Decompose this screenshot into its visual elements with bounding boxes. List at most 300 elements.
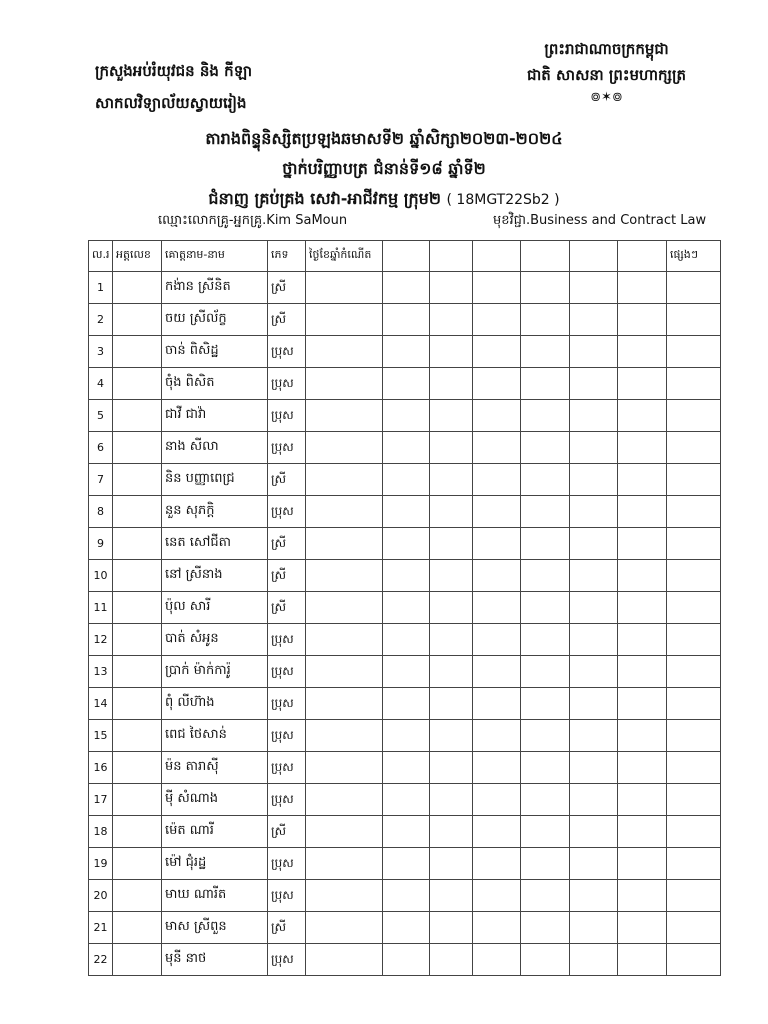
score-cell [570,400,618,432]
score-cell [383,464,430,496]
student-sex: ប្រុស [268,880,306,912]
score-cell [306,656,383,688]
score-cell [521,848,570,880]
column-header: ថ្ងៃខែឆ្នាំកំណើត [306,241,383,272]
score-cell [473,272,521,304]
score-cell [667,624,721,656]
score-cell [473,880,521,912]
score-cell [473,432,521,464]
score-cell [618,752,667,784]
score-cell [430,400,473,432]
score-cell [618,784,667,816]
score-cell [473,496,521,528]
score-cell [667,304,721,336]
score-cell [383,848,430,880]
student-id [113,816,162,848]
score-cell [430,688,473,720]
row-number: 16 [89,752,113,784]
score-cell [383,656,430,688]
score-cell [383,592,430,624]
score-cell [473,784,521,816]
row-number: 20 [89,880,113,912]
score-cell [430,368,473,400]
group-code: ( 18MGT22Sb2 ) [446,192,560,208]
score-cell [430,848,473,880]
column-header [618,241,667,272]
student-sex: ប្រុស [268,400,306,432]
score-cell [667,688,721,720]
score-cell [383,624,430,656]
score-cell [570,880,618,912]
row-number: 15 [89,720,113,752]
score-cell [570,336,618,368]
score-cell [618,880,667,912]
row-number: 1 [89,272,113,304]
score-cell [473,304,521,336]
table-body [89,272,721,976]
score-cell [570,368,618,400]
student-name: នាង សីលា [162,432,268,464]
table-header-row [89,241,721,272]
score-cell [521,496,570,528]
student-sex: ប្រុស [268,336,306,368]
column-header: គោត្តនាម-នាម [162,241,268,272]
score-cell [667,816,721,848]
subject-name: មុខវិជ្ជា.Business and Contract Law [493,213,707,228]
score-cell [521,816,570,848]
student-name: ពុំ លីហ៊ាង [162,688,268,720]
score-cell [618,944,667,976]
score-cell [306,368,383,400]
national-motto: ជាតិ សាសនា ព្រះមហាក្សត្រ [527,66,686,84]
row-number: 3 [89,336,113,368]
student-id [113,912,162,944]
score-cell [521,528,570,560]
score-cell [430,560,473,592]
score-cell [306,720,383,752]
score-cell [521,720,570,752]
column-header [521,241,570,272]
table-row [89,560,721,592]
table-row [89,272,721,304]
student-sex: ប្រុស [268,848,306,880]
score-cell [383,496,430,528]
score-cell [430,592,473,624]
score-cell [306,528,383,560]
score-cell [618,496,667,528]
score-cell [570,912,618,944]
row-number: 6 [89,432,113,464]
score-cell [618,464,667,496]
score-cell [521,304,570,336]
student-id [113,432,162,464]
score-cell [570,688,618,720]
score-cell [306,944,383,976]
student-name: នួន សុភក្តិ [162,496,268,528]
student-name: ម៉ៅ ជុំរដ្ឋ [162,848,268,880]
table-row [89,880,721,912]
table-row [89,784,721,816]
student-id [113,944,162,976]
score-cell [570,560,618,592]
score-cell [667,720,721,752]
score-cell [521,688,570,720]
row-number: 13 [89,656,113,688]
student-sex: ស្រី [268,816,306,848]
score-cell [306,432,383,464]
student-id [113,848,162,880]
student-name: ម៉ន តារាស៊ី [162,752,268,784]
document-titles [0,124,768,215]
student-id [113,368,162,400]
column-header: ភេទ [268,241,306,272]
score-cell [570,272,618,304]
student-id [113,624,162,656]
score-cell [570,464,618,496]
student-sex: ប្រុស [268,368,306,400]
student-sex: ស្រី [268,912,306,944]
score-cell [473,624,521,656]
score-cell [570,656,618,688]
score-cell [430,752,473,784]
student-sex: ប្រុស [268,624,306,656]
score-cell [521,336,570,368]
score-cell [570,944,618,976]
score-cell [521,880,570,912]
score-cell [430,272,473,304]
row-number: 19 [89,848,113,880]
score-cell [618,400,667,432]
student-name: ម៉េត ណារី [162,816,268,848]
score-cell [473,336,521,368]
title-line-3-text: ជំនាញ គ្រប់គ្រង សេវា-អាជីវកម្ម ក្រុម២ [208,189,441,208]
score-cell [570,592,618,624]
score-cell [618,816,667,848]
score-cell [570,784,618,816]
score-cell [667,848,721,880]
score-cell [618,720,667,752]
score-cell [521,912,570,944]
score-cell [521,752,570,784]
score-cell [306,880,383,912]
score-cell [383,784,430,816]
student-name: ចយ ស្រីល័ក្ខ [162,304,268,336]
student-name: បាត់ សំអូន [162,624,268,656]
score-cell [430,816,473,848]
row-number: 8 [89,496,113,528]
student-id [113,560,162,592]
score-cell [570,496,618,528]
score-cell [306,848,383,880]
student-id [113,464,162,496]
table-row [89,432,721,464]
score-table [88,240,721,976]
title-line-1: តារាងពិន្ទុនិស្សិតប្រឡងឆមាសទី២ ឆ្នាំសិក្សា២០២៣-២០២៤ [205,129,563,148]
column-header [383,241,430,272]
score-cell [667,432,721,464]
left-header [95,55,252,119]
score-cell [306,496,383,528]
student-sex: ប្រុស [268,784,306,816]
score-cell [618,592,667,624]
score-cell [618,272,667,304]
student-id [113,272,162,304]
score-cell [667,752,721,784]
student-id [113,336,162,368]
row-number: 17 [89,784,113,816]
score-cell [430,624,473,656]
student-id [113,752,162,784]
student-name: មាឃ ណារីត [162,880,268,912]
student-sex: ប្រុស [268,944,306,976]
score-cell [473,688,521,720]
score-cell [383,336,430,368]
score-cell [473,912,521,944]
row-number: 21 [89,912,113,944]
score-cell [430,336,473,368]
table-row [89,720,721,752]
score-cell [306,912,383,944]
score-cell [383,912,430,944]
student-id [113,720,162,752]
score-cell [306,464,383,496]
score-cell [521,784,570,816]
score-cell [667,784,721,816]
score-cell [383,880,430,912]
student-id [113,880,162,912]
score-cell [473,560,521,592]
score-cell [618,368,667,400]
table-row [89,304,721,336]
score-cell [570,816,618,848]
score-cell [430,784,473,816]
student-sex: ប្រុស [268,496,306,528]
column-header [430,241,473,272]
score-cell [430,880,473,912]
score-cell [383,752,430,784]
score-cell [667,560,721,592]
title-line-3 [0,184,768,215]
score-cell [306,400,383,432]
score-cell [570,624,618,656]
score-cell [618,560,667,592]
score-cell [383,400,430,432]
score-cell [618,528,667,560]
table-row [89,848,721,880]
student-name: ប៉ុល សារី [162,592,268,624]
table-row [89,528,721,560]
teacher-name: ឈ្មោះលោកគ្រូ-អ្នកគ្រូ.Kim SaMoun [158,213,348,228]
score-cell [430,944,473,976]
score-cell [473,528,521,560]
table-row [89,944,721,976]
student-id [113,496,162,528]
student-sex: ស្រី [268,528,306,560]
score-cell [473,848,521,880]
score-cell [521,400,570,432]
score-cell [667,496,721,528]
student-name: នៅ ស្រីនាង [162,560,268,592]
score-cell [430,528,473,560]
score-cell [430,432,473,464]
student-sex: ប្រុស [268,432,306,464]
student-id [113,528,162,560]
score-cell [383,432,430,464]
score-cell [667,368,721,400]
score-cell [306,304,383,336]
student-id [113,400,162,432]
score-cell [618,912,667,944]
score-cell [306,816,383,848]
student-name: និន បញ្ញាពេជ្រ [162,464,268,496]
score-cell [383,528,430,560]
student-name: ប្រាក់ ម៉ាក់ការ៉ូ [162,656,268,688]
score-cell [473,592,521,624]
score-cell [618,688,667,720]
row-number: 18 [89,816,113,848]
score-cell [521,368,570,400]
score-cell [570,432,618,464]
column-header [473,241,521,272]
student-id [113,688,162,720]
column-header: អត្តលេខ [113,241,162,272]
row-number: 9 [89,528,113,560]
kingdom-title: ព្រះរាជាណាចក្រកម្ពុជា [544,40,669,58]
score-cell [667,880,721,912]
student-name: ចុំង ពិសិត [162,368,268,400]
score-cell [473,368,521,400]
table-row [89,624,721,656]
score-cell [306,336,383,368]
score-cell [430,496,473,528]
table-row [89,336,721,368]
student-sex: ស្រី [268,560,306,592]
score-cell [618,624,667,656]
table-row [89,912,721,944]
score-cell [383,688,430,720]
score-cell [618,432,667,464]
score-cell [618,848,667,880]
score-cell [306,784,383,816]
student-sex: ប្រុស [268,656,306,688]
table-row [89,496,721,528]
table-row [89,464,721,496]
score-cell [383,560,430,592]
title-line-2: ថ្នាក់បរិញ្ញាបត្រ ជំនាន់ទី១៨ ឆ្នាំទី២ [282,159,486,178]
student-id [113,592,162,624]
score-cell [667,528,721,560]
score-cell [473,400,521,432]
student-sex: ប្រុស [268,688,306,720]
column-header: ល.រ [89,241,113,272]
right-header [527,36,686,108]
student-name: ម៉ី សំណាង [162,784,268,816]
row-number: 11 [89,592,113,624]
score-cell [667,944,721,976]
student-name: មុនី នាថ [162,944,268,976]
score-cell [618,656,667,688]
table-row [89,752,721,784]
score-cell [306,688,383,720]
score-cell [667,592,721,624]
score-cell [667,272,721,304]
student-id [113,784,162,816]
score-cell [306,752,383,784]
student-sex: ស្រី [268,592,306,624]
score-cell [473,720,521,752]
score-cell [473,944,521,976]
score-cell [521,272,570,304]
column-header [570,241,618,272]
table-row [89,656,721,688]
table-row [89,816,721,848]
row-number: 10 [89,560,113,592]
table-row [89,688,721,720]
row-number: 7 [89,464,113,496]
score-cell [473,816,521,848]
score-cell [521,624,570,656]
score-cell [383,720,430,752]
score-cell [306,560,383,592]
student-sex: ប្រុស [268,752,306,784]
score-cell [306,272,383,304]
score-cell [570,720,618,752]
student-sex: ស្រី [268,272,306,304]
score-cell [383,272,430,304]
student-sex: ស្រី [268,304,306,336]
table-row [89,368,721,400]
row-number: 4 [89,368,113,400]
student-name: ពេជ ថៃសាន់ [162,720,268,752]
university-name: សាកលវិទ្យាល័យស្វាយរៀង [95,94,247,112]
score-cell [521,656,570,688]
score-cell [521,944,570,976]
score-cell [521,432,570,464]
score-cell [521,592,570,624]
score-cell [430,304,473,336]
score-cell [618,336,667,368]
student-name: មាស ស្រីពួន [162,912,268,944]
score-cell [570,848,618,880]
student-name: ជាវី ជាវ៉ា [162,400,268,432]
score-cell [383,304,430,336]
score-cell [383,368,430,400]
score-cell [667,912,721,944]
score-cell [667,400,721,432]
score-cell [473,752,521,784]
score-cell [306,592,383,624]
score-cell [473,656,521,688]
student-name: នេត សៅជីតា [162,528,268,560]
score-cell [570,752,618,784]
score-cell [430,464,473,496]
table-row [89,400,721,432]
score-cell [306,624,383,656]
student-sex: ស្រី [268,464,306,496]
score-cell [618,304,667,336]
student-id [113,304,162,336]
student-name: ចាន់ ពិសិដ្ឋ [162,336,268,368]
column-header: ផ្សេងៗ [667,241,721,272]
score-cell [430,912,473,944]
score-cell [667,656,721,688]
score-cell [570,528,618,560]
score-cell [430,656,473,688]
student-id [113,656,162,688]
student-name: កង់ាន ស្រីនិត [162,272,268,304]
row-number: 12 [89,624,113,656]
score-cell [383,944,430,976]
